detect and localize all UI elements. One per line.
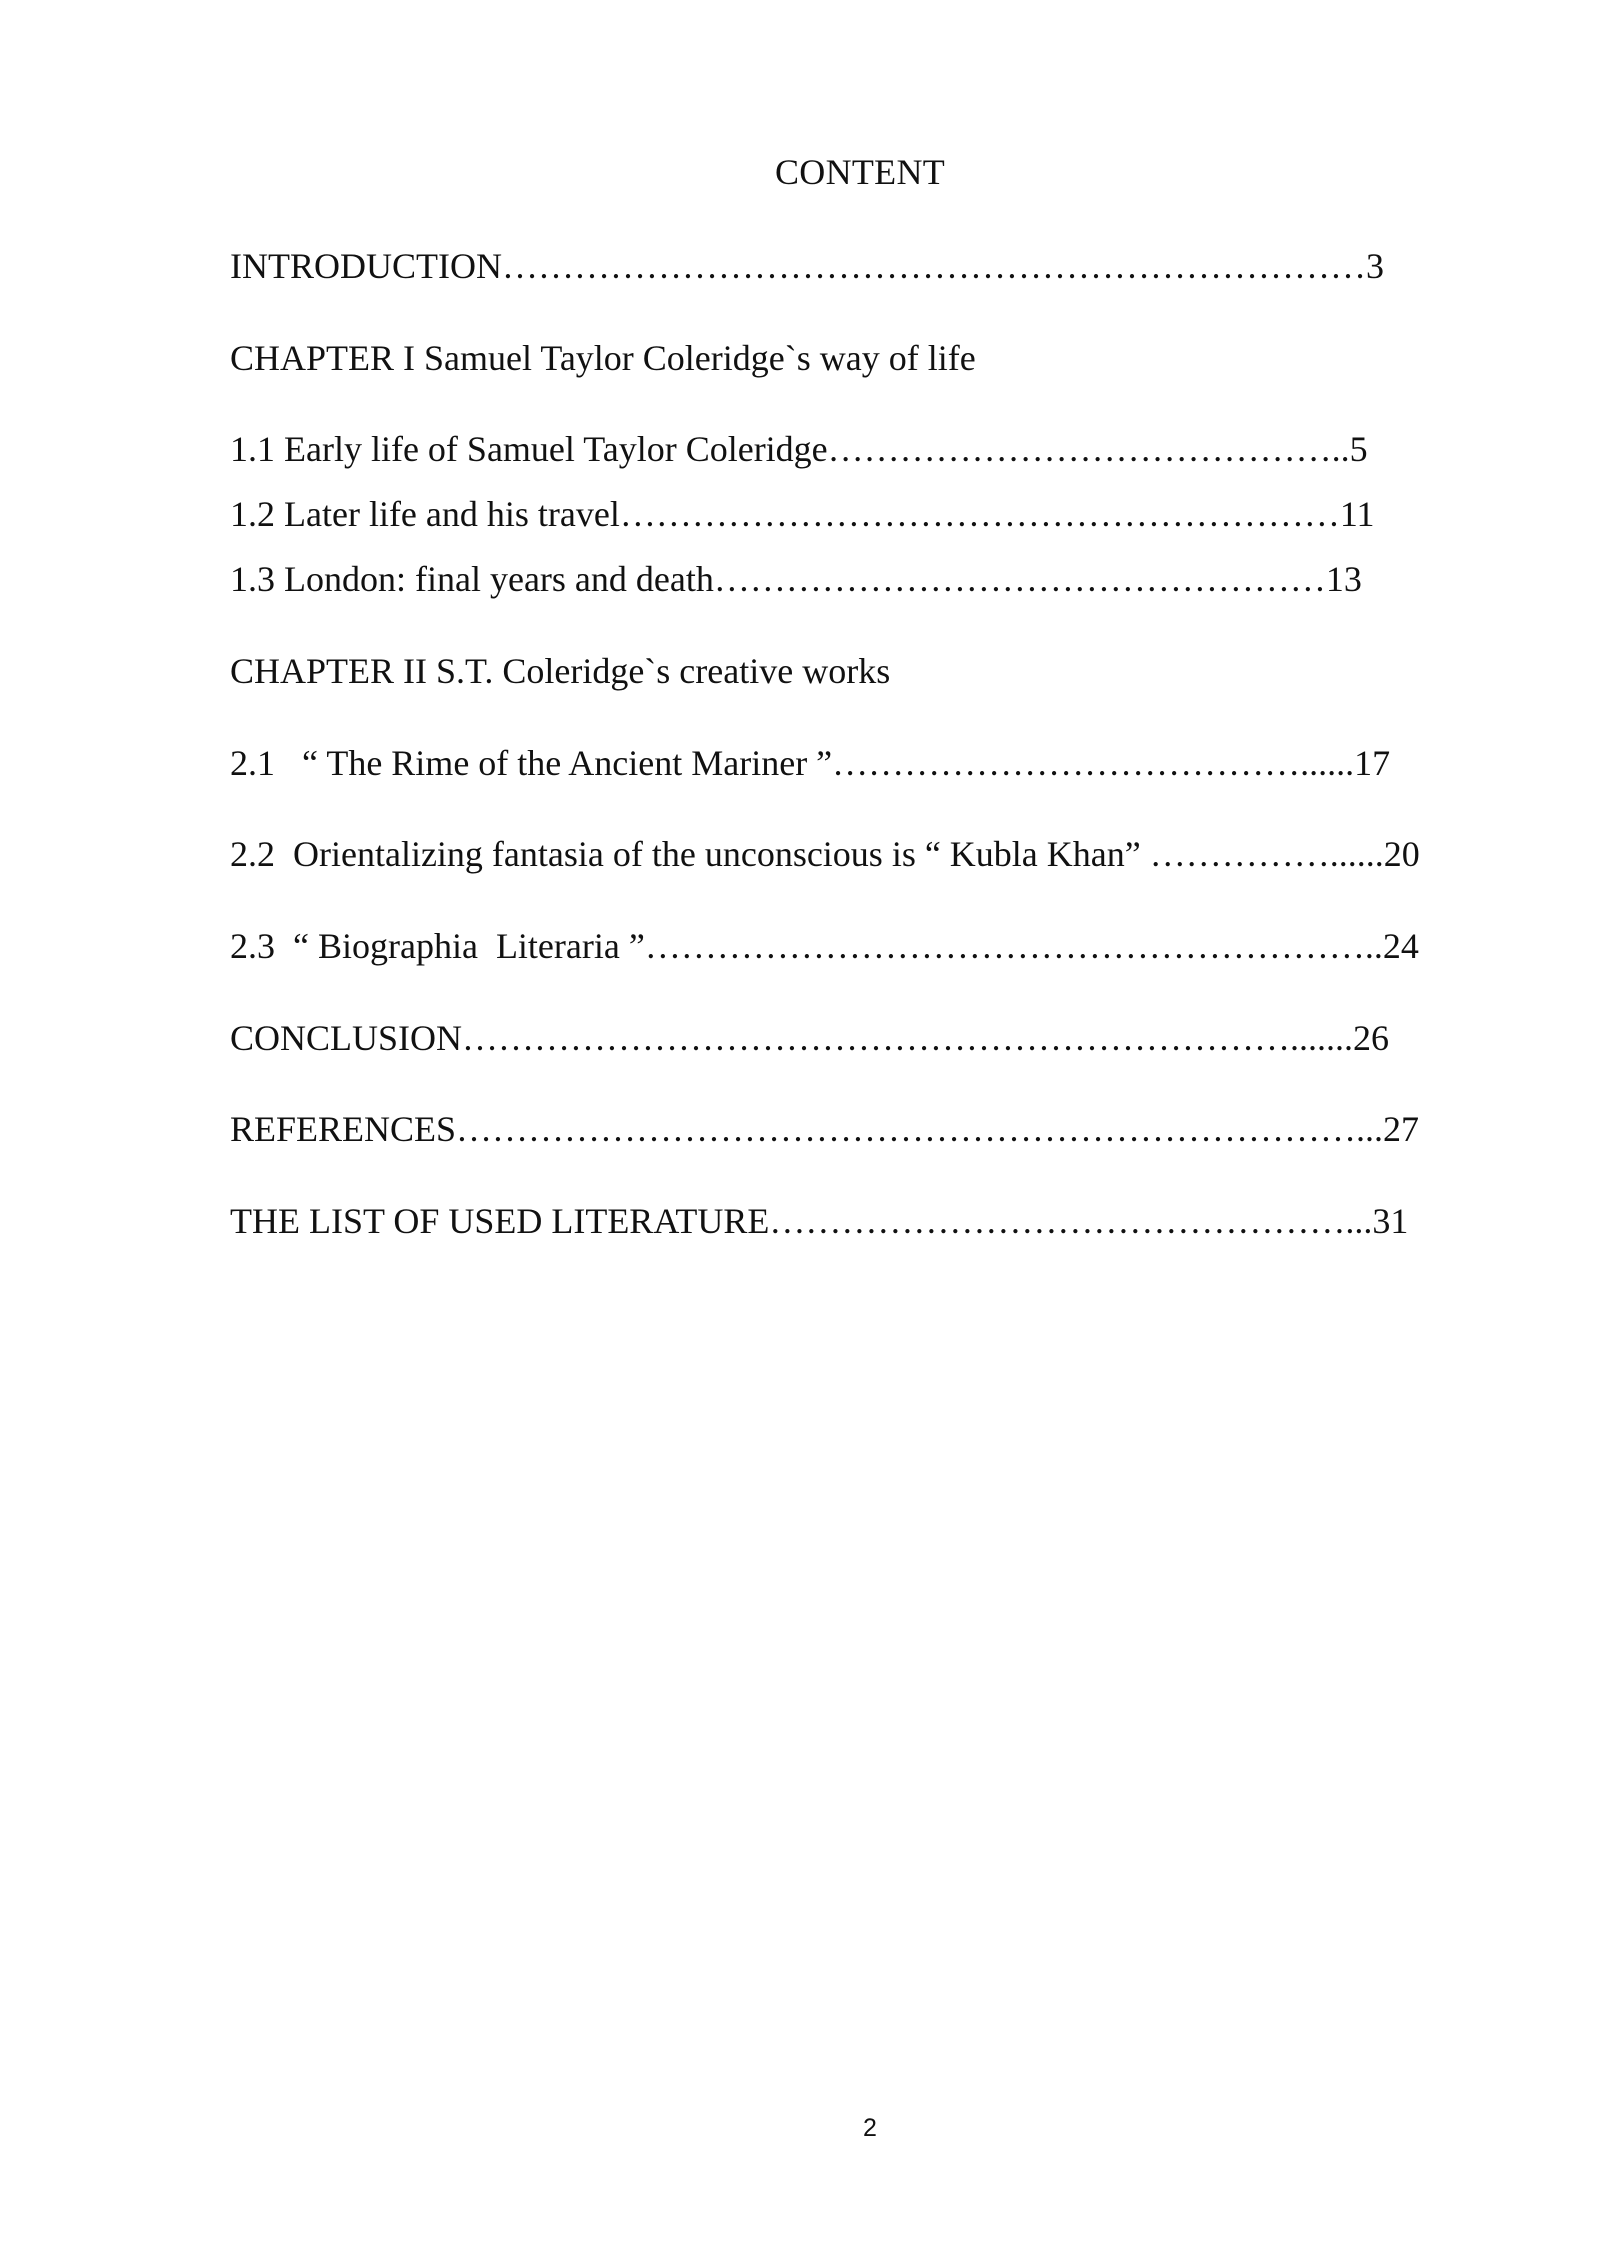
toc-chapter-1-heading: CHAPTER I Samuel Taylor Coleridge`s way of life [230,338,976,378]
toc-entry-1-3: 1.3 London: final years and death……………………………………………13 [230,559,1362,599]
toc-entry-introduction: INTRODUCTION………………………………………………………………3 [230,246,1384,286]
toc-entry-conclusion: CONCLUSION…………………………………………………………….......26 [230,1018,1390,1058]
toc-entry-references: REFERENCES…………………………………………………………………...27 [230,1109,1420,1149]
toc-entry-literature: THE LIST OF USED LITERATURE…………………………………………...31 [230,1201,1409,1241]
document-title: CONTENT [774,152,946,192]
page-number: 2 [863,2114,877,2142]
toc-entry-2-3: 2.3 “ Biographia Literaria ”……………………………………………………..24 [230,926,1419,966]
toc-chapter-2-heading: CHAPTER II S.T. Coleridge`s creative works [230,651,891,691]
toc-entry-1-2: 1.2 Later life and his travel……………………………………………………11 [230,494,1375,534]
toc-entry-1-1: 1.1 Early life of Samuel Taylor Coleridge……………………………………..5 [230,429,1368,469]
toc-entry-2-1: 2.1 “ The Rime of the Ancient Mariner ”…………………………………......17 [230,743,1391,783]
toc-entry-2-2: 2.2 Orientalizing fantasia of the unconscious is “ Kubla Khan” ……………......20 [230,834,1420,874]
